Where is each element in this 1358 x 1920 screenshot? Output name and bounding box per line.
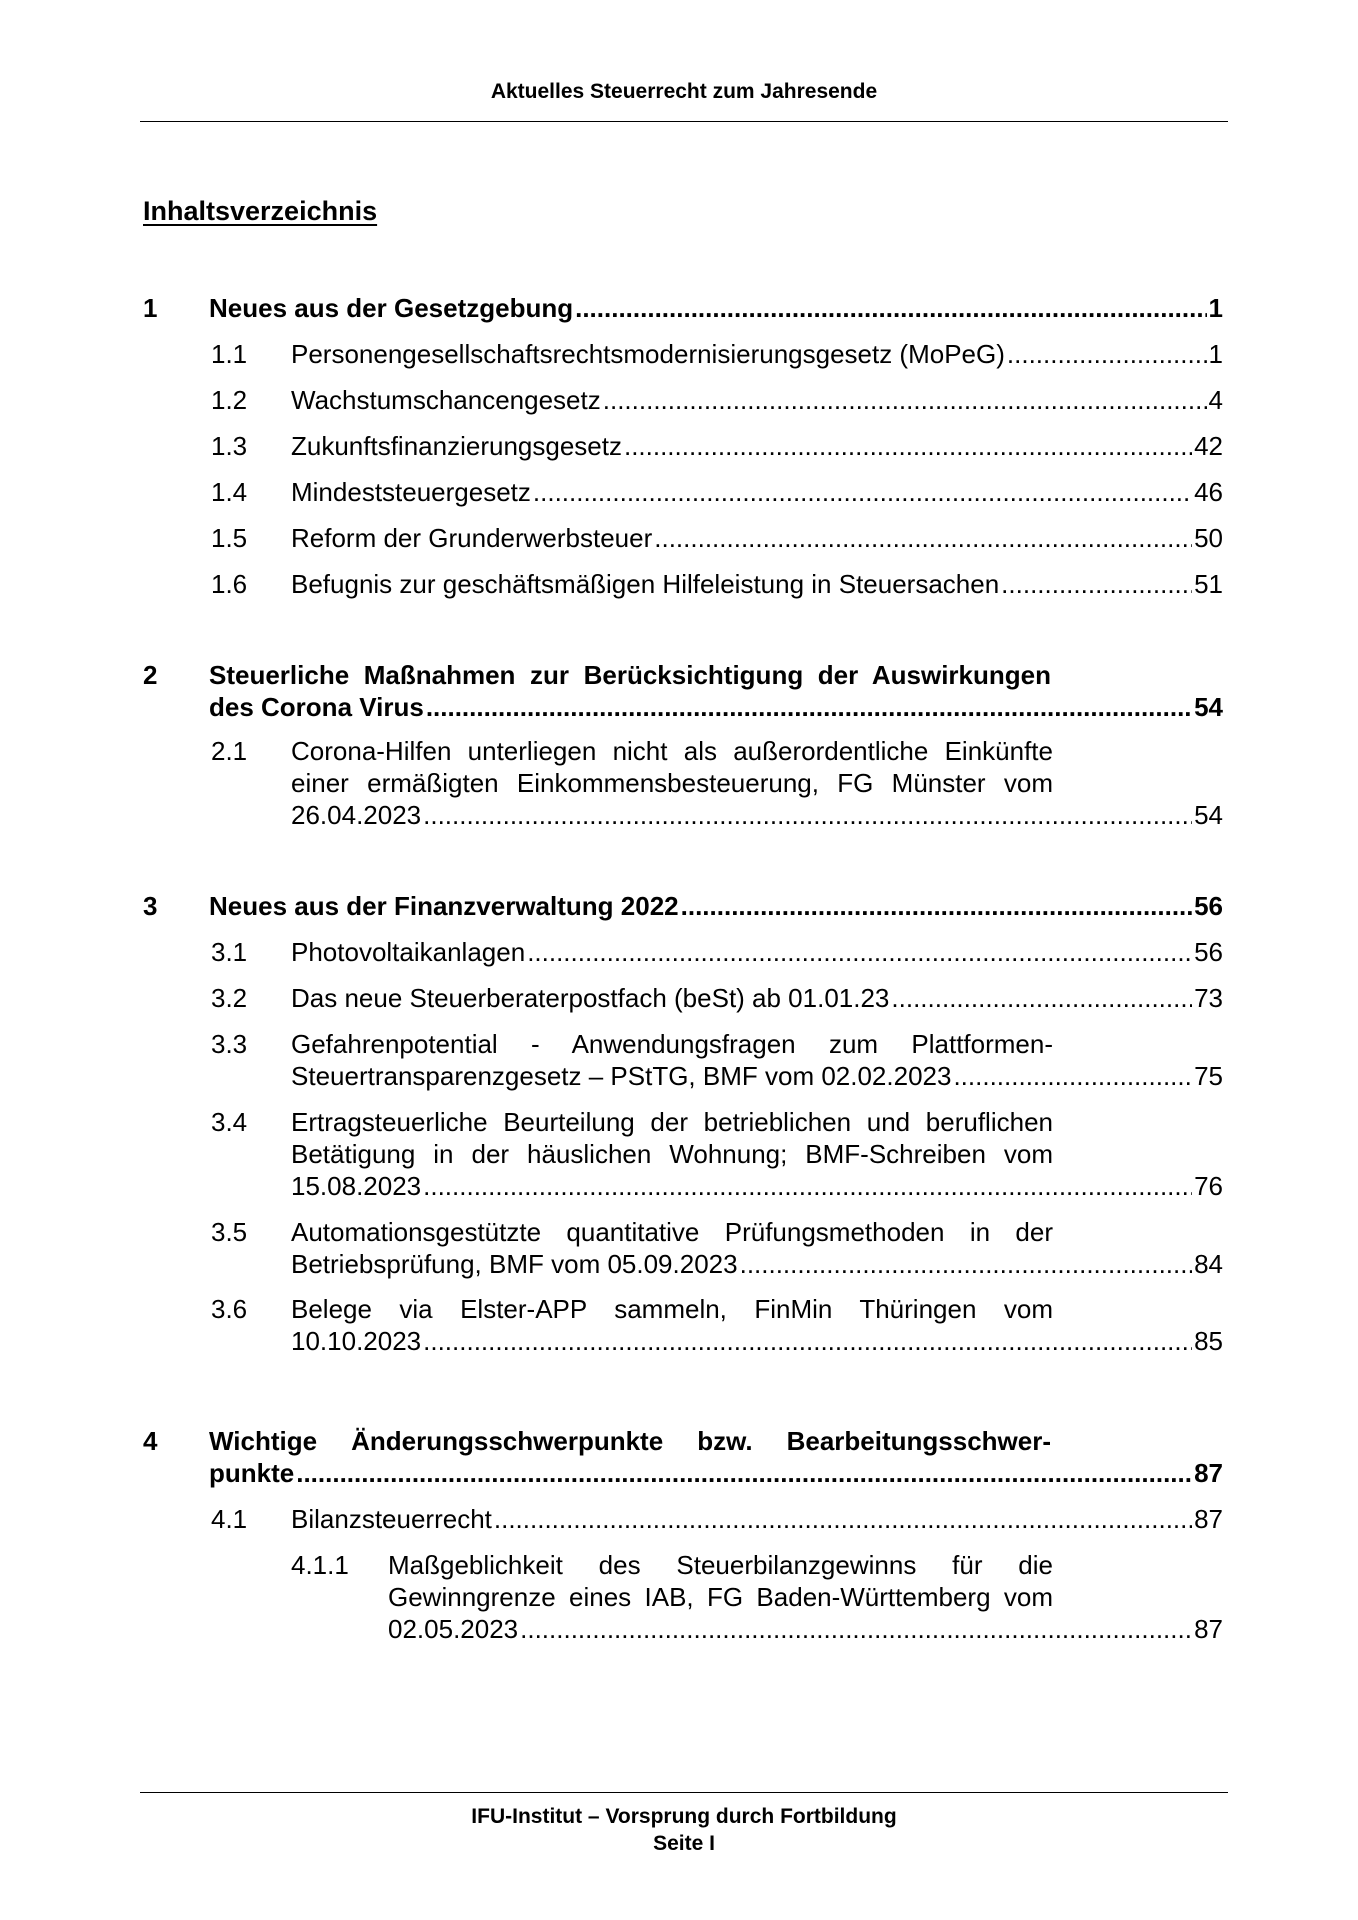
toc-number: 4	[143, 1426, 158, 1456]
toc-page: 56	[1194, 891, 1223, 921]
toc-number: 1.3	[211, 431, 248, 461]
toc-text-line1: Corona-Hilfen unterliegen nicht als außerordentliche Einkünfte	[291, 736, 1053, 766]
toc-text-line2: Betriebsprüfung, BMF vom 05.09.2023	[291, 1249, 738, 1279]
toc-page: 87	[1194, 1458, 1223, 1488]
toc-text-line1: Maßgeblichkeit des Steuerbilanzgewinns für die	[388, 1550, 1053, 1580]
toc-page: 1	[1208, 293, 1223, 323]
header-rule	[140, 121, 1228, 122]
toc-text: Reform der Grunderwerbsteuer	[291, 523, 653, 553]
toc-number: 1.4	[211, 477, 248, 507]
toc-number: 3.1	[211, 937, 248, 967]
toc-number: 2	[143, 660, 158, 690]
toc-text-line1: Gefahrenpotential - Anwendungsfragen zum Plattformen-	[291, 1029, 1053, 1059]
toc-text: Wachstumschancengesetz	[291, 385, 601, 415]
toc-number: 1.6	[211, 569, 248, 599]
toc-page: 46	[1194, 477, 1223, 507]
toc-text-line3: 02.05.2023	[388, 1614, 519, 1644]
toc-text-line1: Belege via Elster-APP sammeln, FinMin Thüringen vom	[291, 1294, 1053, 1324]
toc-page: 75	[1194, 1061, 1223, 1091]
toc-number: 3.6	[211, 1294, 248, 1324]
toc-text-line2: Betätigung in der häuslichen Wohnung; BMF-Schreiben vom	[291, 1139, 1053, 1169]
toc-number: 1	[143, 293, 158, 323]
toc-text: Befugnis zur geschäftsmäßigen Hilfeleistung in Steuersachen	[291, 569, 1000, 599]
running-header: Aktuelles Steuerrecht zum Jahresende	[490, 80, 878, 103]
toc-number: 1.1	[211, 339, 248, 369]
toc-text-line1: Wichtige Änderungsschwerpunkte bzw. Bearbeitungsschwer-	[209, 1426, 1051, 1456]
footer-rule	[140, 1792, 1228, 1793]
footer-institute: IFU-Institut – Vorsprung durch Fortbildung	[471, 1805, 897, 1828]
toc-page: 84	[1194, 1249, 1223, 1279]
toc-title: Inhaltsverzeichnis	[143, 196, 378, 226]
toc-number: 2.1	[211, 736, 248, 766]
toc-text-line2: punkte	[209, 1458, 295, 1488]
toc-page: 4	[1208, 385, 1223, 415]
toc-number: 3.4	[211, 1107, 248, 1137]
toc-text-line3: 26.04.2023	[291, 800, 422, 830]
toc-page: 42	[1194, 431, 1223, 461]
toc-text: Photovoltaikanlagen	[291, 937, 526, 967]
toc-text: Bilanzsteuerrecht	[291, 1504, 492, 1534]
toc-text: Neues aus der Gesetzgebung	[209, 293, 574, 323]
toc-page: 56	[1194, 937, 1223, 967]
toc-text-line1: Ertragsteuerliche Beurteilung der betrieblichen und beruflichen	[291, 1107, 1053, 1137]
toc-text-line2: des Corona Virus	[209, 692, 424, 722]
toc-text-line2: 10.10.2023	[291, 1326, 422, 1356]
toc-page: 87	[1194, 1504, 1223, 1534]
toc-text: Personengesellschaftsrechtsmodernisierungsgesetz (MoPeG)	[291, 339, 1005, 369]
toc-text-line3: 15.08.2023	[291, 1171, 422, 1201]
footer-page-number: Seite I	[653, 1832, 715, 1855]
toc-text: Zukunftsfinanzierungsgesetz	[291, 431, 622, 461]
toc-text-line2: Steuertransparenzgesetz – PStTG, BMF vom 02.02.2023	[291, 1061, 952, 1091]
toc-number: 4.1.1	[291, 1550, 349, 1580]
toc-number: 3.5	[211, 1217, 248, 1247]
toc-text: Das neue Steuerberaterpostfach (beSt) ab 01.01.23	[291, 983, 890, 1013]
toc-number: 3.3	[211, 1029, 248, 1059]
toc-text: Neues aus der Finanzverwaltung 2022	[209, 891, 679, 921]
toc-page: 50	[1194, 523, 1223, 553]
toc-number: 3.2	[211, 983, 248, 1013]
toc-page: 1	[1208, 339, 1223, 369]
toc-page: 54	[1194, 692, 1223, 722]
toc-text: Mindeststeuergesetz	[291, 477, 531, 507]
toc-number: 4.1	[211, 1504, 248, 1534]
toc-number: 1.5	[211, 523, 248, 553]
toc-page: 85	[1194, 1326, 1223, 1356]
toc-page: 87	[1194, 1614, 1223, 1644]
toc-text-line2: einer ermäßigten Einkommensbesteuerung, FG Münster vom	[291, 768, 1053, 798]
toc-page: 54	[1194, 800, 1223, 830]
toc-text-line1: Automationsgestützte quantitative Prüfungsmethoden in der	[291, 1217, 1053, 1247]
toc-text-line1: Steuerliche Maßnahmen zur Berücksichtigung der Auswirkungen	[209, 660, 1051, 690]
toc-number: 3	[143, 891, 158, 921]
toc-page: 51	[1194, 569, 1223, 599]
toc-page: 73	[1194, 983, 1223, 1013]
toc-text-line2: Gewinngrenze eines IAB, FG Baden-Württemberg vom	[388, 1582, 1053, 1612]
toc-page: 76	[1194, 1171, 1223, 1201]
toc-number: 1.2	[211, 385, 248, 415]
